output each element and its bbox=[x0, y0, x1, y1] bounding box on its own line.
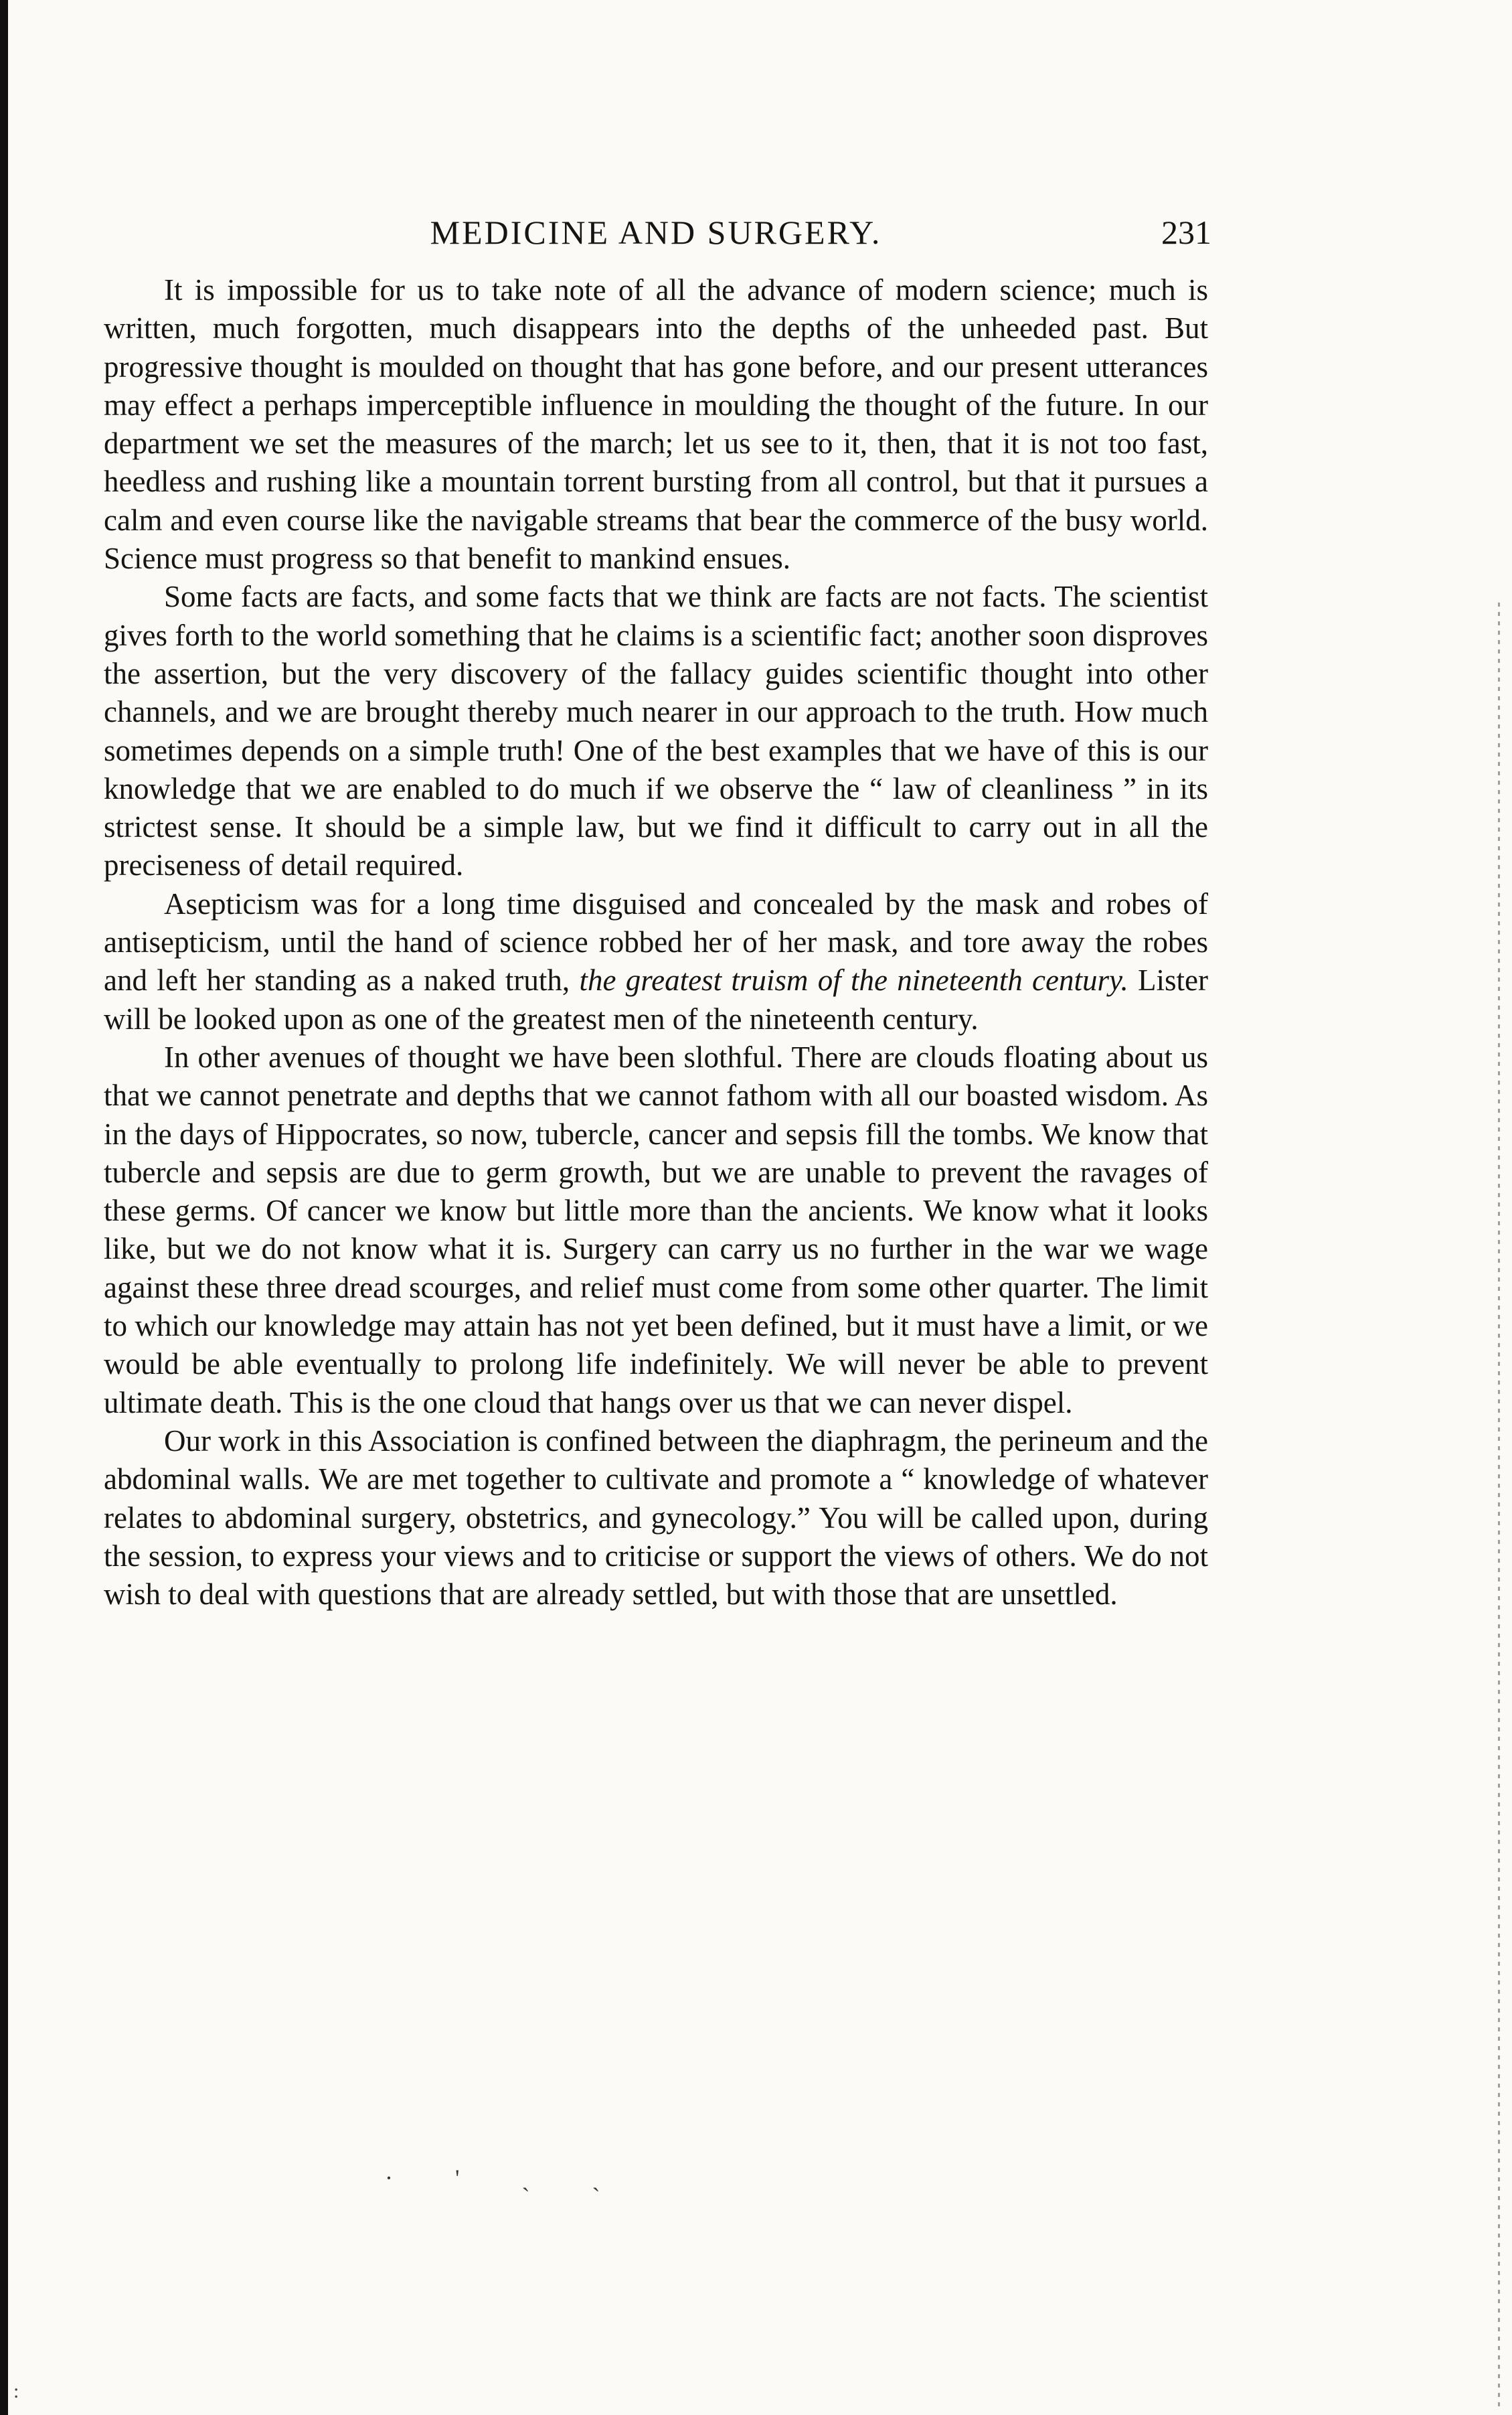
corner-speck: : bbox=[13, 2380, 19, 2402]
page-header bbox=[100, 209, 1211, 256]
page-number: 231 bbox=[1161, 214, 1211, 251]
page-edge-speckle bbox=[1498, 603, 1500, 2410]
body-text bbox=[104, 271, 1208, 1614]
page-edge-shadow bbox=[0, 0, 8, 2415]
paragraph-3-italic: the greatest truism of the nineteenth century. bbox=[579, 963, 1128, 998]
running-head: MEDICINE AND SURGERY. bbox=[430, 214, 882, 251]
paragraph-2: Some facts are facts, and some facts that we think are facts are not facts. The scientist gives forth to the world something that he claims is a scientific fact; another soon disproves the assertion, but the very discovery of the fallacy guides scientific thought into other channels, and we are brought thereby much nearer in our approach to the truth. How much sometimes depends on a simple truth! One of the best examples that we have of this is our knowledge that we are enabled to do much if we observe the “ law of cleanliness ” in its strictest sense. It should be a simple law, but we find it difficult to carry out in all the preciseness of detail required. bbox=[104, 580, 1208, 882]
paragraph-5: Our work in this Association is confined between the diaphragm, the perineum and the abdominal walls. We are met together to cultivate and promote a “ knowledge of whatever relates to abdominal surgery, obstetrics, and gynecology.” You will be called upon, during the session, to express your views and to criticise or support the views of others. We do not wish to deal with questions that are already settled, but with those that are unsettled. bbox=[104, 1423, 1208, 1612]
ink-specks: · ' ˎ ˎ bbox=[385, 2165, 628, 2191]
paragraph-1: It is impossible for us to take note of all the advance of modern science; much is written, much forgotten, much disappears into the depths of the unheeded past. But progressive thought is moulded on thought that has gone before, and our present utterances may effect a perhaps imperceptible influence in moulding the thought of the future. In our department we set the measures of the march; let us see to it, then, that it is not too fast, heedless and rushing like a mountain torrent bursting from all control, but that it pursues a calm and even course like the navigable streams that bear the commerce of the busy world. Science must progress so that benefit to mankind ensues. bbox=[104, 273, 1208, 576]
paragraph-3-text-b: Lister will be looked upon as one of the greatest men of the nineteenth century. bbox=[104, 963, 1209, 1036]
paragraph-3 bbox=[104, 885, 1208, 1038]
paragraph-4: In other avenues of thought we have been slothful. There are clouds floating about us that we cannot penetrate and depths that we cannot fathom with all our boasted wisdom. As in the days of Hippocrates, so now, tubercle, cancer and sepsis fill the tombs. We know that tubercle and sepsis are due to germ growth, but we are unable to prevent the ravages of these germs. Of cancer we know but little more than the ancients. We know what it looks like, but we do not know what it is. Surgery can carry us no further in the war we wage against these three dread scourges, and relief must come from some other quarter. The limit to which our knowledge may attain has not yet been defined, but it must have a limit, or we would be able eventually to prolong life indefinitely. We will never be able to prevent ultimate death. This is the one cloud that hangs over us that we can never dispel. bbox=[104, 1040, 1208, 1419]
paragraph-3-text-a: Asepticism was for a long time disguised and concealed by the mask and robes of antisepticism, until the hand of science robbed her of her mask, and tore away the robes and left her standing as a naked truth, bbox=[104, 886, 1208, 998]
